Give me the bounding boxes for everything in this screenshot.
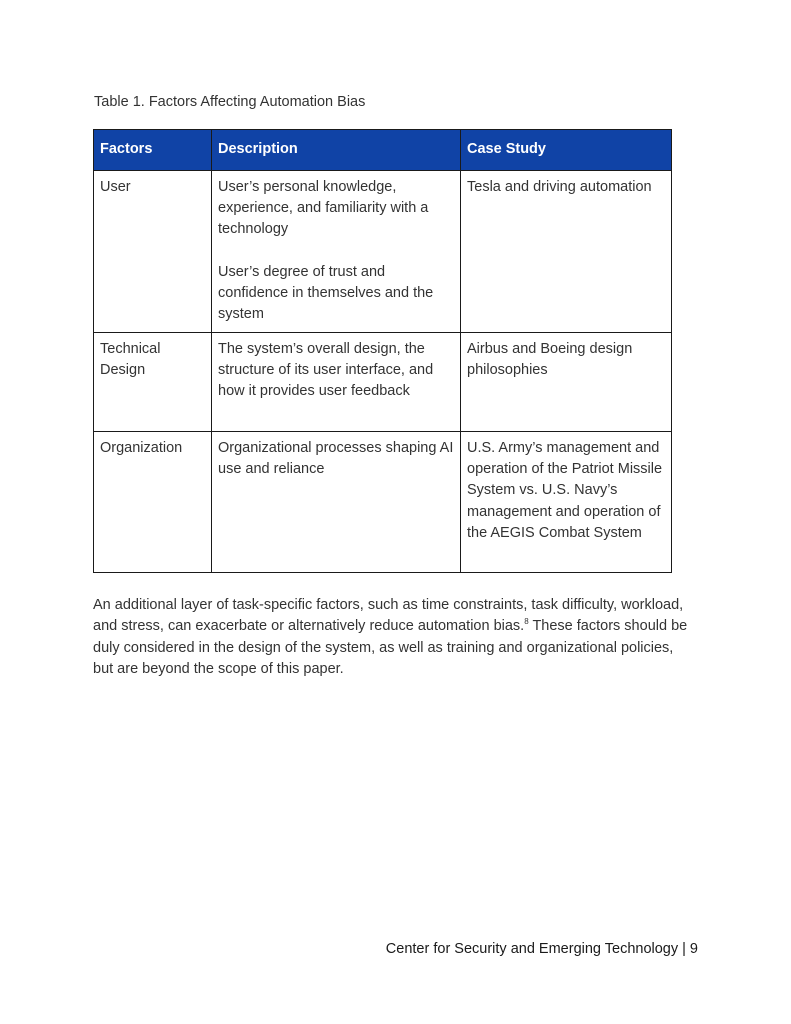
body-paragraph (93, 595, 693, 680)
description-cell (212, 171, 461, 333)
header-description: Description (212, 130, 461, 171)
page-footer: Center for Security and Emerging Technology | 9 (385, 941, 698, 957)
header-factors: Factors (94, 130, 212, 171)
header-case-study: Case Study (461, 130, 672, 171)
body-text-continued: These factors should be duly considered in the design of the system, as well as training and organizational policies, but are beyond the scope of this paper. (93, 618, 688, 677)
description-paragraph: Organizational processes shaping AI use and reliance (218, 440, 454, 478)
footnote-reference[interactable]: 8 (524, 617, 529, 627)
body-text-main: An additional layer of task-specific factors, such as time constraints, task difficulty, workload, and stress, can exacerbate or alternatively reduce automation bias. (93, 597, 684, 635)
factor-cell: User (94, 171, 212, 333)
table-row (94, 333, 672, 432)
description-paragraph: The system’s overall design, the structure of its user interface, and how it provides user feedback (218, 341, 434, 400)
description-cell (212, 333, 461, 432)
table-caption: Table 1. Factors Affecting Automation Bias (94, 94, 366, 110)
description-paragraph: User’s degree of trust and confidence in themselves and the system (218, 263, 434, 323)
factors-table (93, 129, 672, 573)
case-study-cell: Tesla and driving automation (461, 171, 672, 333)
table-row (94, 432, 672, 573)
table-header-row (94, 130, 672, 171)
description-cell (212, 432, 461, 573)
factor-cell: Organization (94, 432, 212, 573)
table-row (94, 171, 672, 333)
description-paragraph: User’s personal knowledge, experience, and familiarity with a technology (218, 179, 429, 238)
case-study-cell: Airbus and Boeing design philosophies (461, 333, 672, 432)
case-study-cell: U.S. Army’s management and operation of the Patriot Missile System vs. U.S. Navy’s management and operation of the AEGIS Combat System (461, 432, 672, 573)
factor-cell: Technical Design (94, 333, 212, 432)
